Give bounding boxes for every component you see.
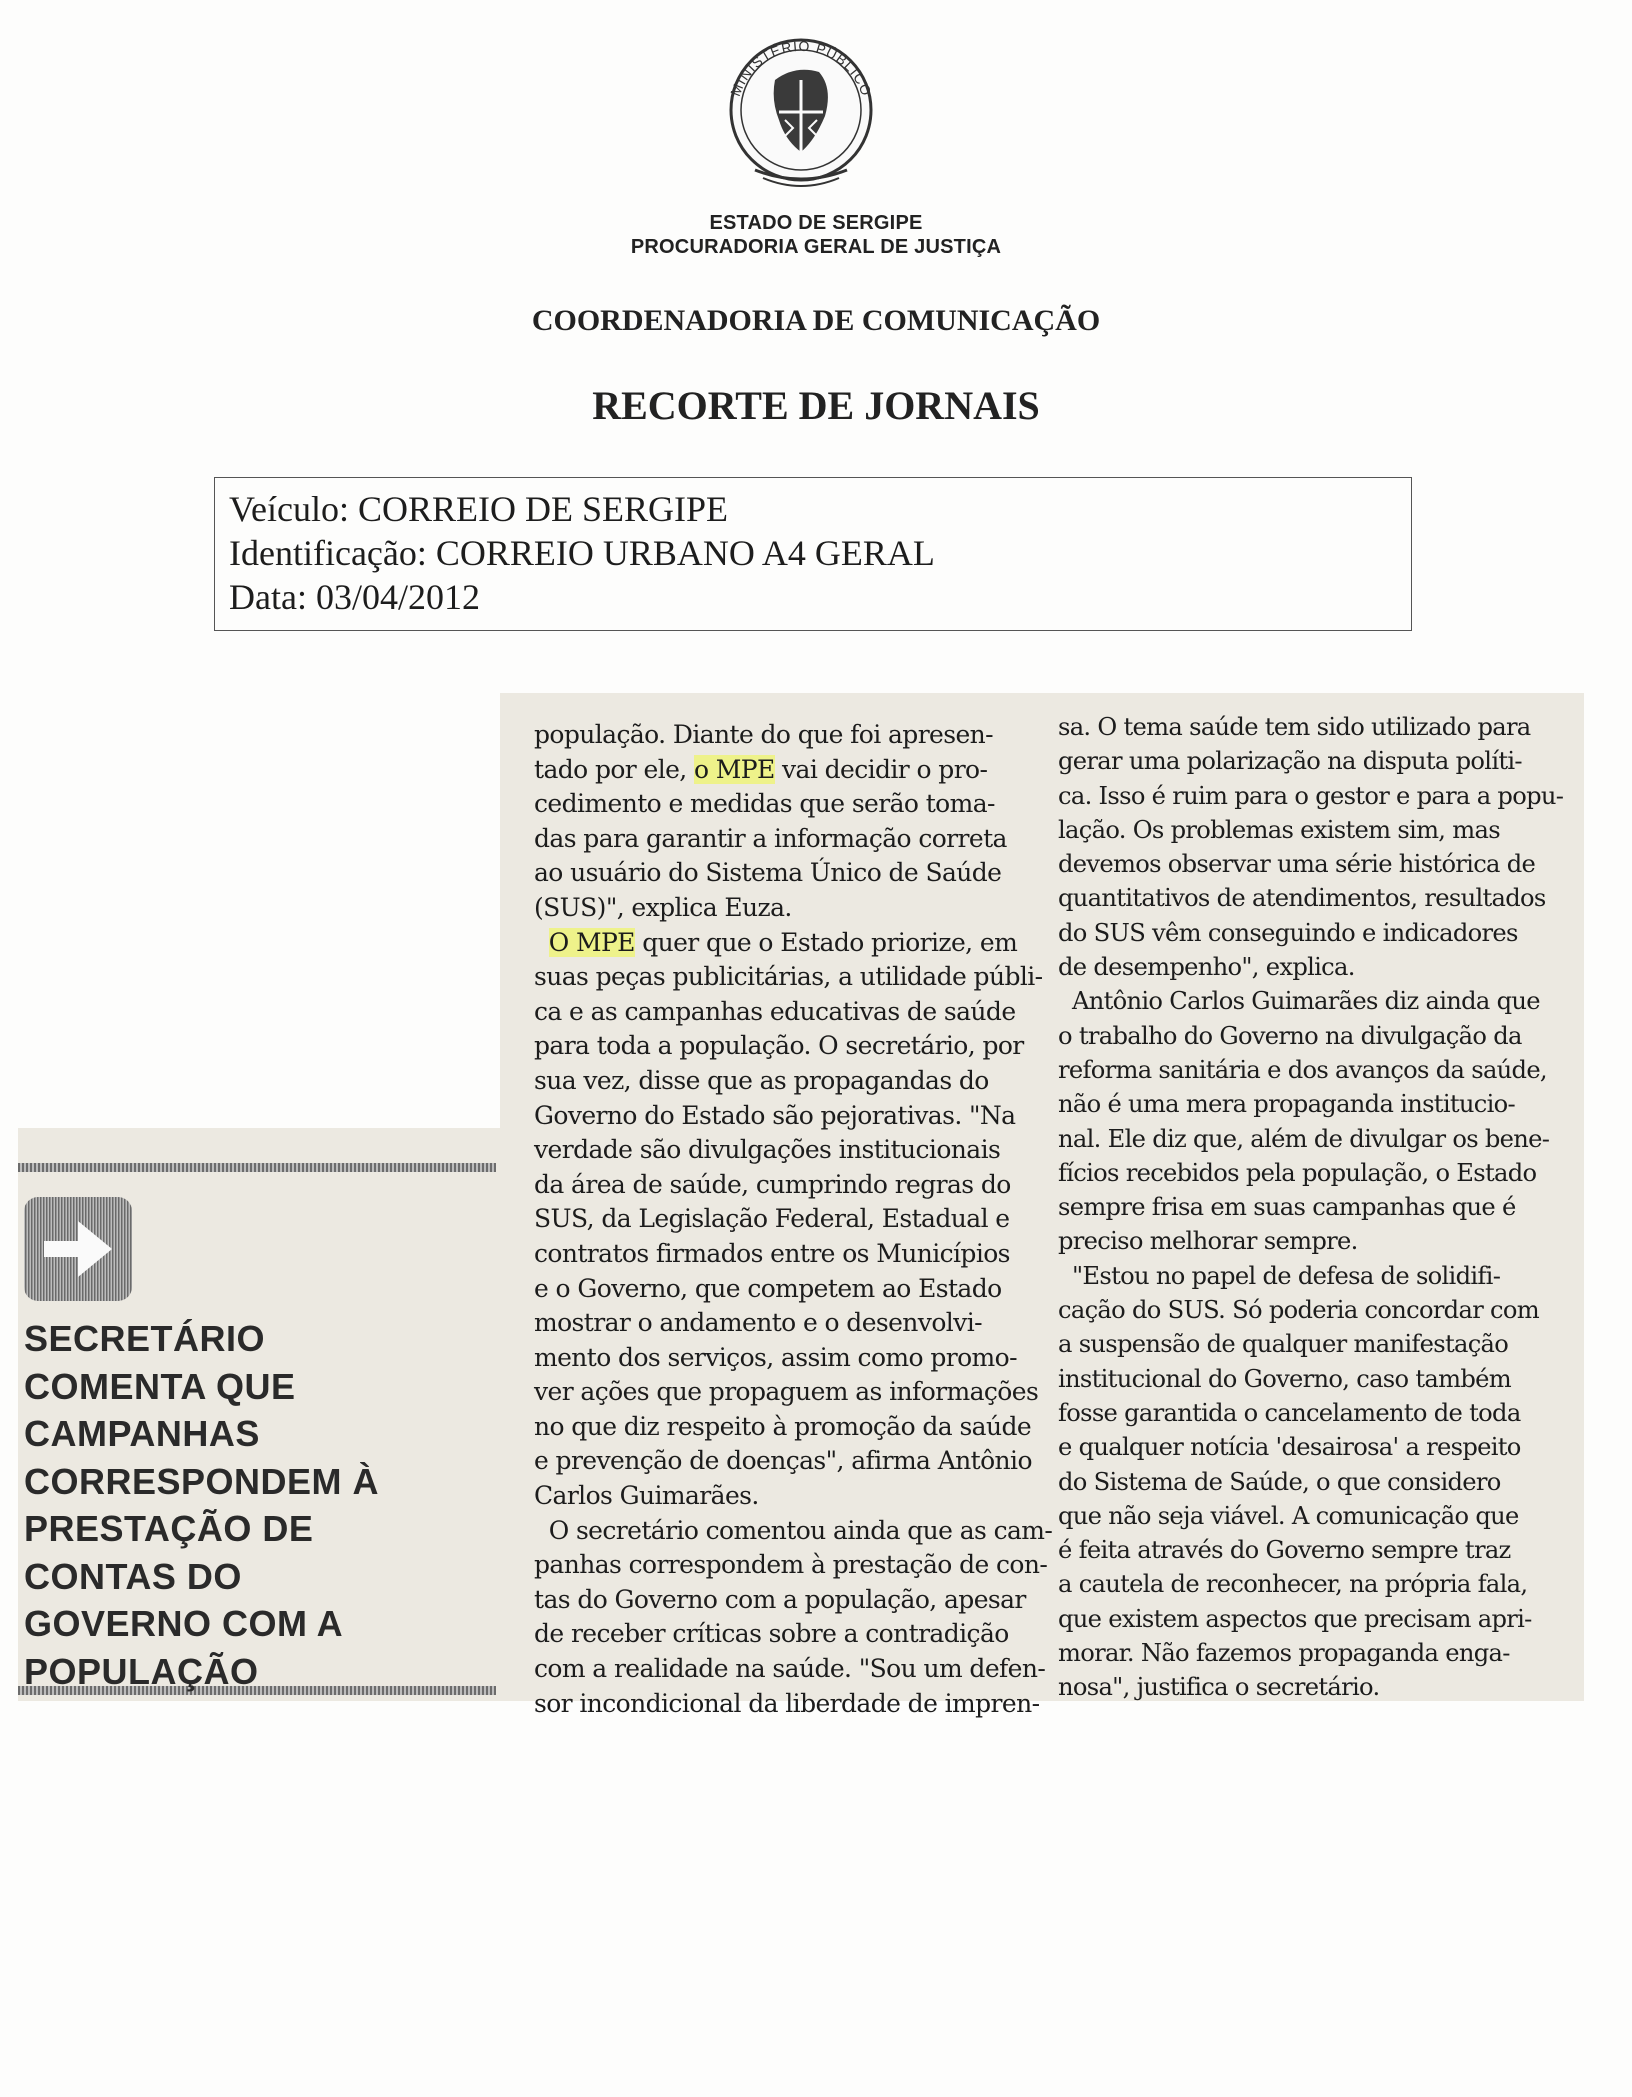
text-line: das para garantir a informação correta [534,823,1007,853]
text-line: ca e as campanhas educativas de saúde [534,996,1016,1026]
text-line: e prevenção de doenças", afirma Antônio [534,1446,1032,1476]
text-line: lação. Os problemas existem sim, mas [1058,815,1500,844]
text-line: nosa", justifica o secretário. [1058,1673,1380,1702]
text-line: e o Governo, que competem ao Estado [534,1273,1002,1303]
office-name: PROCURADORIA GERAL DE JUSTIÇA [630,236,1002,258]
text-line: mento dos serviços, assim como promo- [534,1342,1017,1372]
text-line: é feita através do Governo sempre traz [1058,1536,1511,1565]
text-line: no que diz respeito à promoção da saúde [534,1411,1032,1441]
section-title: RECORTE DE JORNAIS [592,383,1040,428]
headline-line: GOVERNO COM A [24,1603,344,1644]
article-column-2 [1058,710,1564,1705]
text-line: O MPE quer que o Estado priorize, em [548,927,1018,957]
text-line: mostrar o andamento e o desenvolvi- [534,1308,982,1338]
headline-line: PRESTAÇÃO DE [24,1508,314,1549]
text-line: verdade são divulgações institucionais [534,1135,1001,1165]
text-line: de desempenho", explica. [1058,953,1355,982]
arrow-right-icon [22,1195,134,1303]
paragraph [1058,1259,1556,1705]
text-line: Carlos Guimarães. [534,1481,759,1511]
text-line: institucional do Governo, caso também [1058,1364,1511,1393]
text-line: preciso melhorar sempre. [1058,1227,1358,1256]
text-line: (SUS)", explica Euza. [534,892,792,922]
text-line: morar. Não fazemos propaganda enga- [1058,1639,1510,1668]
highlighted-mpe: O MPE [548,927,635,957]
text-line: "Estou no papel de defesa de solidifi- [1071,1261,1501,1290]
text-line: a suspensão de qualquer manifestação [1058,1330,1509,1359]
text-line: sa. O tema saúde tem sido utilizado para [1058,713,1531,741]
highlighted-mpe: o MPE [694,754,775,784]
text-line: panhas correspondem à prestação de con- [534,1550,1048,1580]
text-line: quantitativos de atendimentos, resultados [1058,884,1546,913]
state-name: ESTADO DE SERGIPE [709,212,923,234]
text-line: do SUS vêm conseguindo e indicadores [1058,918,1518,947]
text-line: que existem aspectos que precisam apri- [1058,1604,1532,1633]
paragraph [1058,710,1564,984]
text-line: da área de saúde, cumprindo regras do [534,1169,1011,1199]
article-headline [24,1315,444,1695]
text-line: com a realidade na saúde. "Sou um defen- [534,1654,1046,1684]
text-line: Antônio Carlos Guimarães diz ainda que [1071,987,1540,1016]
clipping-info-box [214,477,1412,631]
text-line: gerar uma polarização na disputa políti- [1058,747,1522,776]
text-line: contratos firmados entre os Municípios [534,1238,1010,1268]
text-line: de receber críticas sobre a contradição [534,1619,1009,1649]
text-line: para toda a população. O secretário, por [534,1031,1024,1061]
text-line: suas peças publicitárias, a utilidade públi- [534,962,1043,992]
text-line: ao usuário do Sistema Único de Saúde [534,858,1002,888]
headline-line: CAMPANHAS [24,1413,260,1454]
text-line: fícios recebidos pela população, o Estado [1058,1158,1537,1187]
text-line: SUS, da Legislação Federal, Estadual e [534,1204,1010,1234]
paragraph [534,1514,1053,1722]
top-rule [18,1163,496,1172]
text-line: tado por ele, o MPE vai decidir o pro- [534,754,988,784]
identification-line: Identificação: CORREIO URBANO A4 GERAL [229,533,935,573]
text-line: ca. Isso é ruim para o gestor e para a popu- [1058,781,1564,810]
headline-line: CONTAS DO [24,1555,242,1597]
text-line: Governo do Estado são pejorativas. "Na [534,1100,1016,1130]
ministerio-publico-seal-icon [715,20,887,198]
vehicle-line: Veículo: CORREIO DE SERGIPE [229,489,728,529]
text-line: cedimento e medidas que serão toma- [534,789,995,819]
text-line: sor incondicional da liberdade de impren- [534,1688,1040,1718]
paragraph [534,926,1043,1514]
seal-text: MINISTÉRIO PÚBLICO [727,37,875,99]
text-line: ver ações que propaguem as informações [534,1377,1039,1407]
headline-line: COMENTA QUE [24,1365,296,1407]
text-line: e qualquer notícia 'desairosa' a respeito [1058,1433,1521,1462]
text-line: cação do SUS. Só poderia concordar com [1058,1296,1539,1325]
department-title: COORDENADORIA DE COMUNICAÇÃO [531,304,1101,337]
text-line: O secretário comentou ainda que as cam- [548,1515,1053,1545]
text-line: nal. Ele diz que, além de divulgar os bene- [1058,1124,1550,1153]
date-line: Data: 03/04/2012 [229,577,480,617]
paragraph [1058,984,1556,1258]
text-line: não é uma mera propaganda institucio- [1058,1090,1515,1119]
text-line: sempre frisa em suas campanhas que é [1058,1193,1516,1222]
text-line: reforma sanitária e dos avanços da saúde, [1058,1055,1547,1084]
paragraph [534,718,1036,926]
article-column-1 [534,718,1053,1721]
text-line: que não seja viável. A comunicação que [1058,1501,1519,1530]
headline-line: POPULAÇÃO [24,1650,259,1692]
text-line: sua vez, disse que as propagandas do [534,1065,989,1095]
text-line: fosse garantida o cancelamento de toda [1058,1398,1521,1427]
headline-line: SECRETÁRIO [24,1318,266,1359]
headline-line: CORRESPONDEM À [24,1460,380,1502]
text-line: a cautela de reconhecer, na própria fala, [1058,1570,1528,1599]
text-line: devemos observar uma série histórica de [1058,850,1536,879]
text-line: do Sistema de Saúde, o que considero [1058,1467,1501,1496]
text-line: tas do Governo com a população, apesar [534,1584,1026,1614]
text-line: população. Diante do que foi apresen- [534,720,994,749]
text-line: o trabalho do Governo na divulgação da [1058,1021,1522,1050]
show-through-text [504,712,534,1112]
